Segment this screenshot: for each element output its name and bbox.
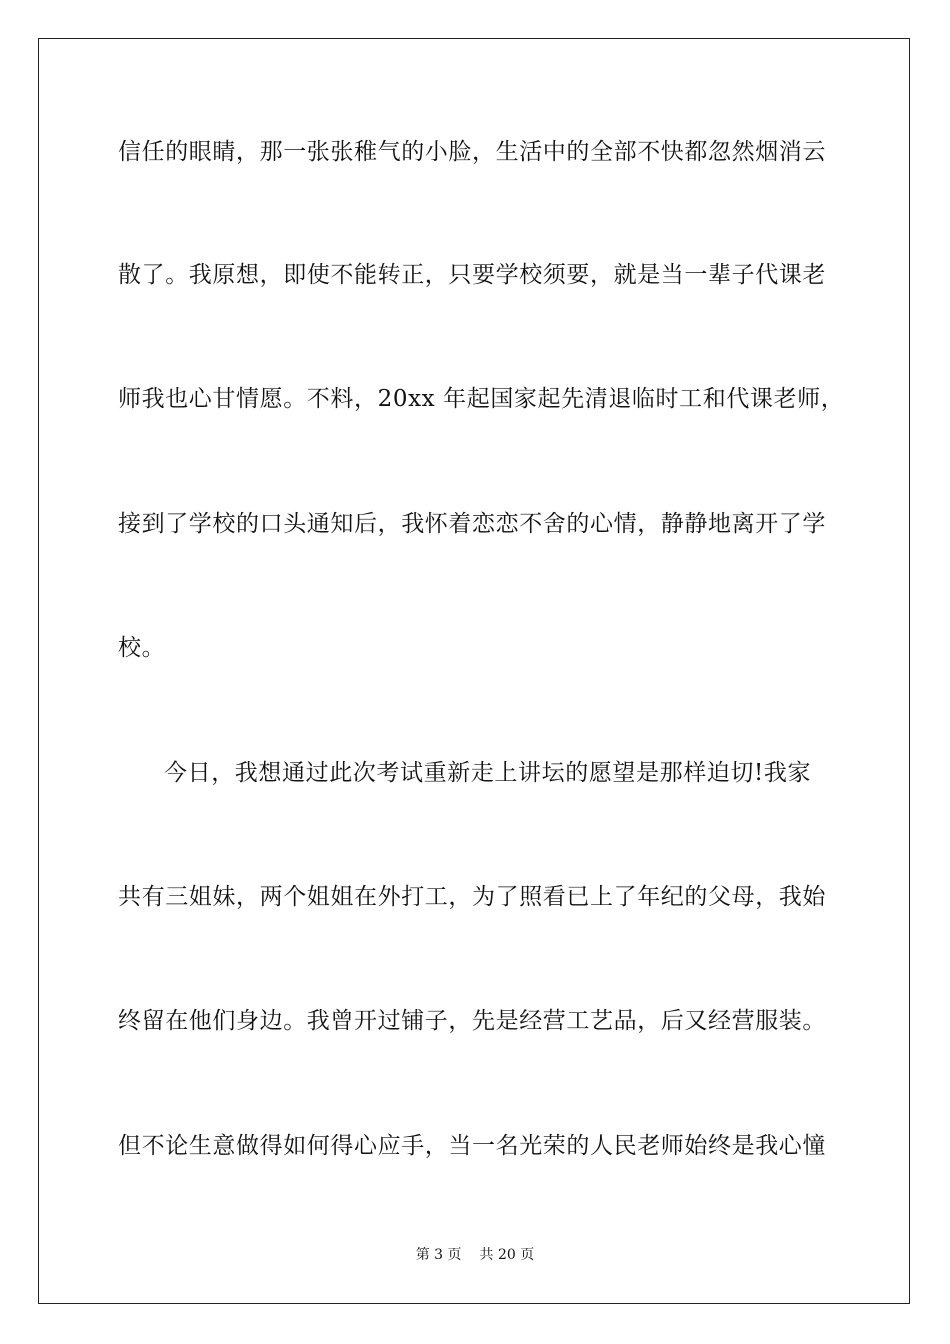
- page-border: [38, 38, 910, 1304]
- paragraph-line: 今日，我想通过此次考试重新走上讲坛的愿望是那样迫切!我家: [164, 760, 812, 786]
- paragraph-line: 散了。我原想，即使不能转正，只要学校须要，就是当一辈子代课老: [118, 262, 826, 288]
- paragraph-line: 信任的眼睛，那一张张稚气的小脸，生活中的全部不快都忽然烟消云: [118, 139, 826, 165]
- paragraph-line: 师我也心甘情愿。不料，20xx 年起国家起先清退临时工和代课老师，: [118, 386, 845, 412]
- paragraph-line: 但不论生意做得如何得心应手，当一名光荣的人民老师始终是我心憧: [118, 1133, 826, 1159]
- paragraph-line: 校。: [118, 635, 166, 661]
- paragraph-line: 共有三姐妹，两个姐姐在外打工，为了照看已上了年纪的父母，我始: [118, 884, 826, 910]
- total-pages: 共 20 页: [479, 1247, 535, 1263]
- page-number: 第 3 页: [415, 1247, 462, 1263]
- page-footer: [0, 1245, 950, 1265]
- paragraph-line: 接到了学校的口头通知后，我怀着恋恋不舍的心情，静静地离开了学: [118, 511, 826, 537]
- paragraph-line: 终留在他们身边。我曾开过铺子，先是经营工艺品，后又经营服装。: [118, 1008, 826, 1034]
